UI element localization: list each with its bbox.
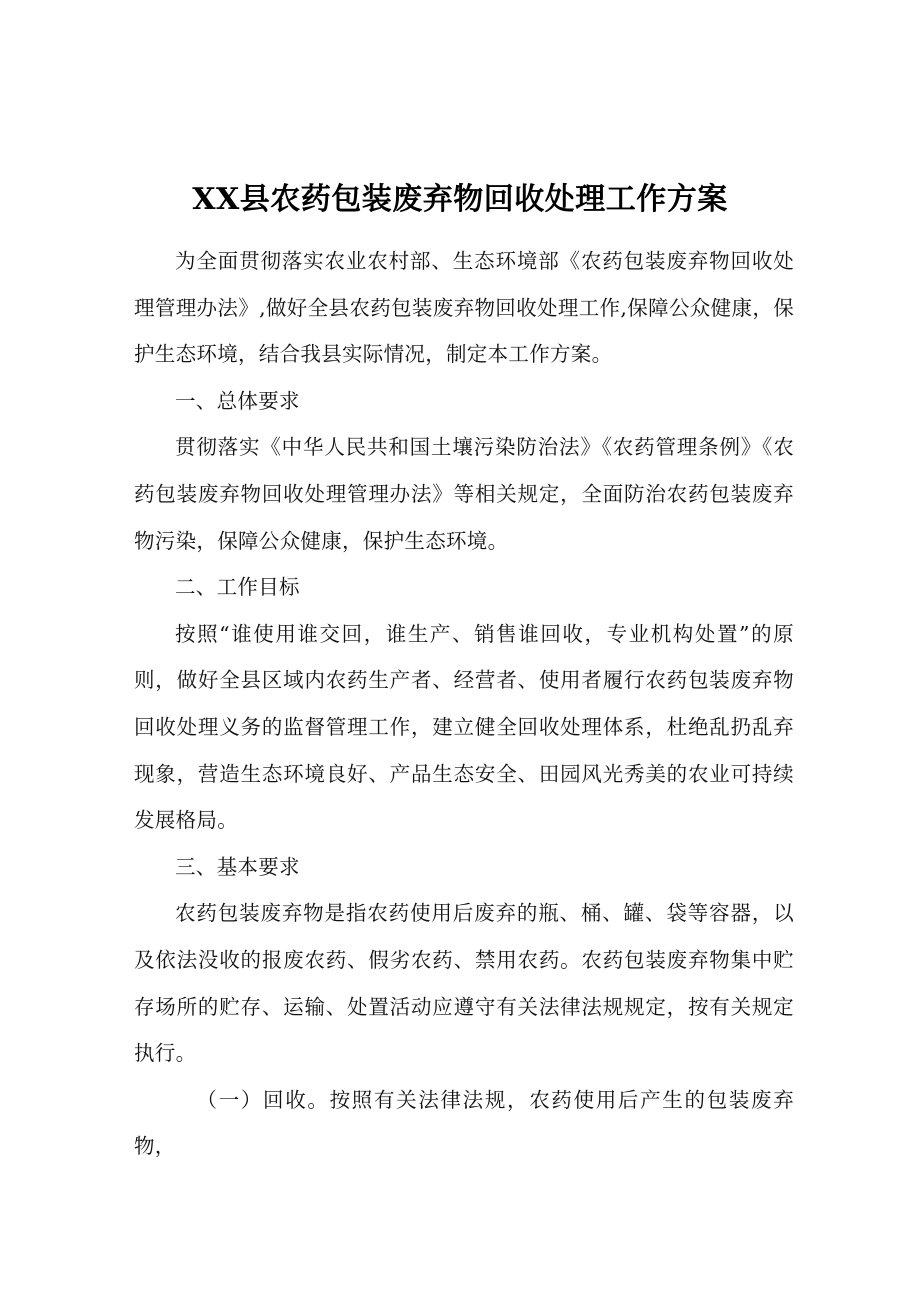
basic-requirements-paragraph: 农药包装废弃物是指农药使用后废弃的瓶、桶、罐、袋等容器，以及依法没收的报废农药、假劣农药、禁用农药。农药包装废弃物集中贮存场所的贮存、运输、处置活动应遵守有关法律法规规定，按有关规定执行。 bbox=[134, 901, 794, 1066]
general-requirements-paragraph: 贯彻落实《中华人民共和国土壤污染防治法》《农药管理条例》《农药包装废弃物回收处理管理办法》等相关规定，全面防治农药包装废弃物污染，保障公众健康，保护生态环境。 bbox=[134, 435, 794, 553]
document-title: XX县农药包装废弃物回收处理工作方案 bbox=[192, 182, 728, 217]
recovery-paragraph: （一）回收。按照有关法律法规，农药使用后产生的包装废弃物， bbox=[134, 1087, 794, 1159]
intro-paragraph: 为全面贯彻落实农业农村部、生态环境部《农药包装废弃物回收处理管理办法》,做好全县农药包装废弃物回收处理工作,保障公众健康，保护生态环境，结合我县实际情况，制定本工作方案。 bbox=[134, 249, 794, 367]
document-body bbox=[134, 238, 794, 1170]
section-heading-work-goals: 二、工作目标 bbox=[175, 575, 300, 600]
section-heading-general-requirements: 一、总体要求 bbox=[175, 388, 300, 413]
work-goals-paragraph: 按照“谁使用谁交回，谁生产、销售谁回收，专业机构处置”的原则，做好全县区域内农药生产者、经营者、使用者履行农药包装废弃物回收处理义务的监督管理工作，建立健全回收处理体系，杜绝乱扔乱弃现象，营造生态环境良好、产品生态安全、田园风光秀美的农业可持续发展格局。 bbox=[134, 621, 794, 833]
section-heading-basic-requirements: 三、基本要求 bbox=[175, 854, 300, 879]
